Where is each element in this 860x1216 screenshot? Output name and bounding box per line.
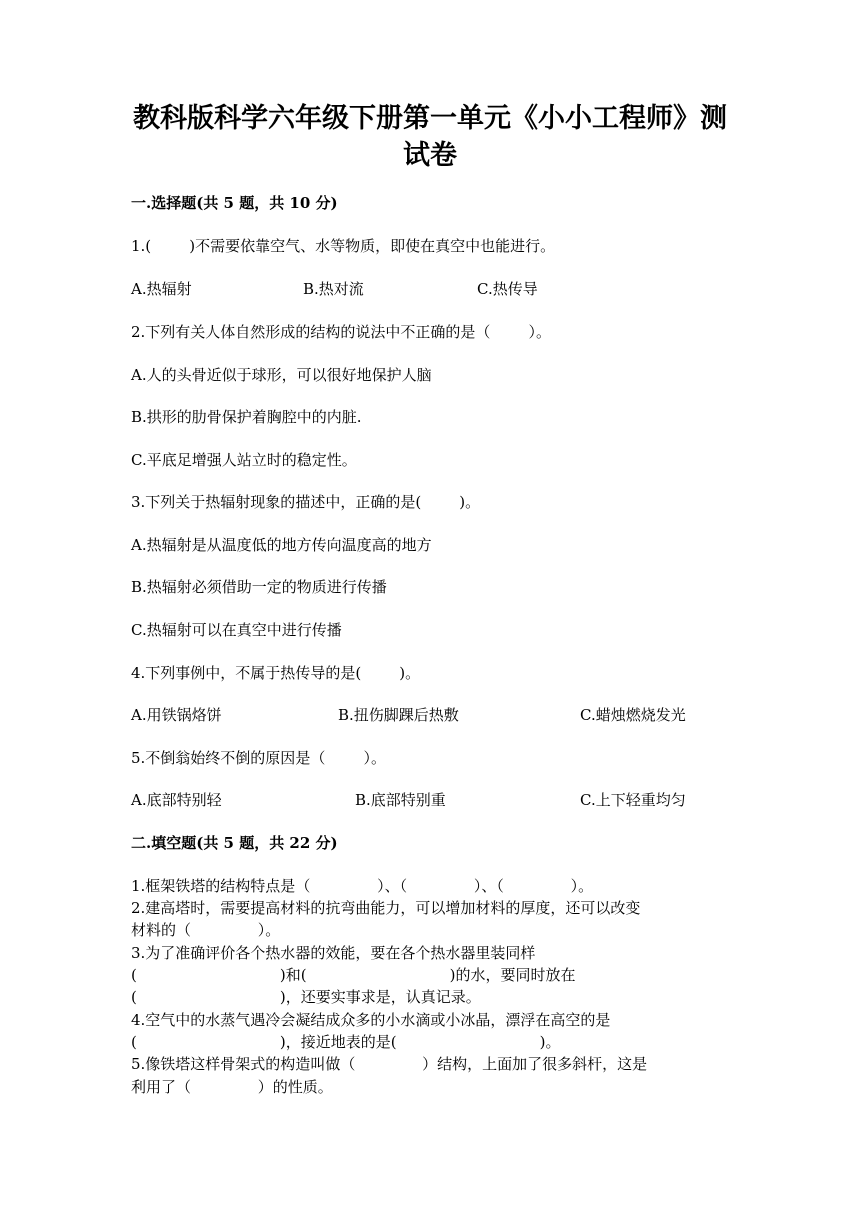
q3-option-a: A.热辐射是从温度低的地方传向温度高的地方 — [131, 536, 432, 554]
title-line-2: 试卷 — [403, 140, 457, 171]
question-3: 3.下列关于热辐射现象的描述中，正确的是( )。 — [131, 493, 481, 511]
section-heading-fill: 二.填空题(共 5 题，共 22 分) — [131, 834, 338, 852]
document-title — [100, 100, 760, 174]
q5-option-a: A.底部特别轻 — [131, 791, 222, 809]
q3-option-c: C.热辐射可以在真空中进行传播 — [131, 621, 342, 639]
q1-option-a: A.热辐射 — [131, 280, 192, 298]
q1-option-c: C.热传导 — [477, 280, 538, 298]
question-2: 2.下列有关人体自然形成的结构的说法中不正确的是（ ）。 — [131, 323, 551, 341]
fill-line-9: 5.像铁塔这样骨架式的构造叫做（ ）结构，上面加了很多斜杆，这是 — [131, 1055, 648, 1073]
fill-line-6: ( )，还要实事求是，认真记录。 — [131, 988, 481, 1006]
question-4: 4.下列事例中，不属于热传导的是( )。 — [131, 664, 421, 682]
fill-line-8: ( )，接近地表的是( )。 — [131, 1033, 561, 1051]
q5-option-b: B.底部特别重 — [355, 791, 446, 809]
question-5: 5.不倒翁始终不倒的原因是（ ）。 — [131, 749, 386, 767]
fill-line-1: 1.框架铁塔的结构特点是（ ）、（ ）、（ ）。 — [131, 877, 594, 895]
q4-option-b: B.扭伤脚踝后热敷 — [338, 706, 459, 724]
title-line-1: 教科版科学六年级下册第一单元《小小工程师》测 — [133, 103, 727, 134]
fill-line-5: ( )和( )的水，要同时放在 — [131, 966, 576, 984]
fill-line-10: 利用了（ ）的性质。 — [131, 1078, 333, 1096]
q1-option-b: B.热对流 — [303, 280, 364, 298]
fill-line-2: 2.建高塔时，需要提高材料的抗弯曲能力，可以增加材料的厚度，还可以改变 — [131, 899, 641, 917]
q4-option-c: C.蜡烛燃烧发光 — [580, 706, 686, 724]
q3-option-b: B.热辐射必须借助一定的物质进行传播 — [131, 578, 387, 596]
q2-option-c: C.平底足增强人站立时的稳定性。 — [131, 451, 357, 469]
fill-line-4: 3.为了准确评价各个热水器的效能，要在各个热水器里装同样 — [131, 944, 536, 962]
fill-line-7: 4.空气中的水蒸气遇冷会凝结成众多的小水滴或小冰晶，漂浮在高空的是 — [131, 1011, 611, 1029]
section-heading-choice: 一.选择题(共 5 题，共 10 分) — [131, 194, 338, 212]
q4-option-a: A.用铁锅烙饼 — [131, 706, 222, 724]
q2-option-b: B.拱形的肋骨保护着胸腔中的内脏. — [131, 408, 362, 426]
question-1: 1.( )不需要依靠空气、水等物质，即使在真空中也能进行。 — [131, 237, 556, 255]
q2-option-a: A.人的头骨近似于球形，可以很好地保护人脑 — [131, 366, 432, 384]
q5-option-c: C.上下轻重均匀 — [580, 791, 686, 809]
fill-line-3: 材料的（ ）。 — [131, 921, 281, 939]
